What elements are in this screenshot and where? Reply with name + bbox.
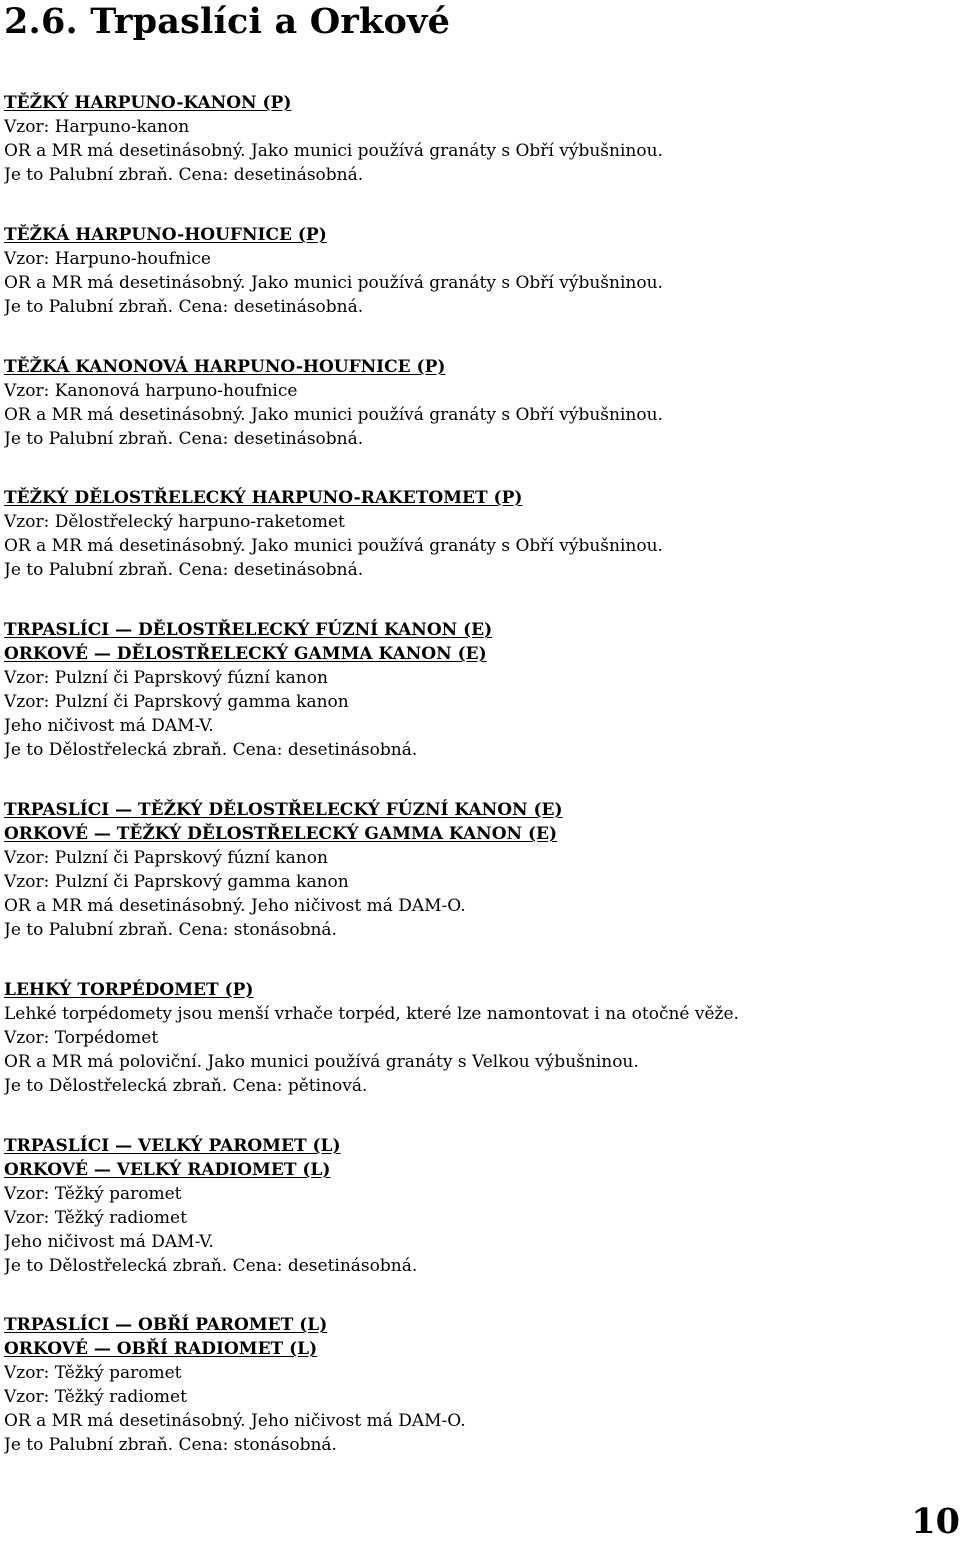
weapon-detail-line: Vzor: Těžký radiomet: [4, 1387, 187, 1407]
weapon-entry: [4, 978, 954, 1098]
weapon-detail-line: Je to Palubní zbraň. Cena: stonásobná.: [4, 1435, 337, 1455]
weapon-detail-line: OR a MR má desetinásobný. Jako munici používá granáty s Obří výbušninou.: [4, 405, 663, 425]
weapon-detail-line: Vzor: Pulzní či Paprskový gamma kanon: [4, 872, 349, 892]
weapon-heading: TRPASLÍCI — VELKÝ PAROMET (L): [4, 1136, 341, 1156]
weapon-detail-line: Vzor: Kanonová harpuno-houfnice: [4, 381, 298, 401]
weapon-entry: [4, 355, 954, 451]
weapon-detail-line: OR a MR má desetinásobný. Jeho ničivost má DAM-O.: [4, 1411, 466, 1431]
weapon-entry: [4, 798, 954, 942]
weapon-heading: ORKOVÉ — OBŘÍ RADIOMET (L): [4, 1339, 318, 1359]
weapon-detail-line: Vzor: Těžký paromet: [4, 1363, 182, 1383]
weapon-detail-line: OR a MR má desetinásobný. Jako munici používá granáty s Obří výbušninou.: [4, 536, 663, 556]
weapon-detail-line: Je to Palubní zbraň. Cena: desetinásobná.: [4, 297, 364, 317]
page-number: 10: [911, 1501, 960, 1542]
weapon-entry: [4, 1313, 954, 1457]
weapon-detail-line: Vzor: Pulzní či Paprskový fúzní kanon: [4, 848, 328, 868]
weapon-detail-line: Je to Palubní zbraň. Cena: desetinásobná.: [4, 429, 364, 449]
weapon-detail-line: Je to Palubní zbraň. Cena: desetinásobná.: [4, 165, 364, 185]
weapon-detail-line: Vzor: Harpuno-houfnice: [4, 249, 211, 269]
weapon-heading: TĚŽKÁ HARPUNO-HOUFNICE (P): [4, 225, 327, 245]
weapon-detail-line: Vzor: Harpuno-kanon: [4, 117, 190, 137]
weapon-entry: [4, 91, 954, 187]
weapon-entry: [4, 618, 954, 762]
weapon-detail-line: OR a MR má poloviční. Jako munici používá granáty s Velkou výbušninou.: [4, 1052, 639, 1072]
weapon-entry: [4, 1134, 954, 1278]
weapon-detail-line: OR a MR má desetinásobný. Jako munici používá granáty s Obří výbušninou.: [4, 273, 663, 293]
weapon-heading: ORKOVÉ — DĚLOSTŘELECKÝ GAMMA KANON (E): [4, 644, 487, 664]
weapon-detail-line: Je to Palubní zbraň. Cena: stonásobná.: [4, 920, 337, 940]
weapon-detail-line: Je to Palubní zbraň. Cena: desetinásobná.: [4, 560, 364, 580]
weapon-heading: LEHKÝ TORPÉDOMET (P): [4, 980, 254, 1000]
weapon-heading: TĚŽKÁ KANONOVÁ HARPUNO-HOUFNICE (P): [4, 357, 446, 377]
weapon-detail-line: Je to Dělostřelecká zbraň. Cena: desetinásobná.: [4, 740, 418, 760]
weapon-detail-line: Vzor: Pulzní či Paprskový fúzní kanon: [4, 668, 328, 688]
weapon-heading: TRPASLÍCI — DĚLOSTŘELECKÝ FÚZNÍ KANON (E): [4, 620, 493, 640]
weapon-heading: ORKOVÉ — VELKÝ RADIOMET (L): [4, 1160, 331, 1180]
weapon-detail-line: Vzor: Pulzní či Paprskový gamma kanon: [4, 692, 349, 712]
page-title: 2.6. Trpaslíci a Orkové: [4, 1, 451, 42]
weapon-detail-line: Vzor: Torpédomet: [4, 1028, 159, 1048]
weapon-detail-line: OR a MR má desetinásobný. Jako munici používá granáty s Obří výbušninou.: [4, 141, 663, 161]
weapon-detail-line: Vzor: Těžký paromet: [4, 1184, 182, 1204]
weapon-heading: ORKOVÉ — TĚŽKÝ DĚLOSTŘELECKÝ GAMMA KANON (E): [4, 824, 558, 844]
weapon-detail-line: Je to Dělostřelecká zbraň. Cena: pětinová.: [4, 1076, 368, 1096]
weapon-detail-line: Vzor: Dělostřelecký harpuno-raketomet: [4, 512, 345, 532]
weapon-entry: [4, 486, 954, 582]
weapon-heading: TRPASLÍCI — TĚŽKÝ DĚLOSTŘELECKÝ FÚZNÍ KANON (E): [4, 800, 563, 820]
weapon-detail-line: Lehké torpédomety jsou menší vrhače torpéd, které lze namontovat i na otočné věže.: [4, 1004, 739, 1024]
weapon-detail-line: Vzor: Těžký radiomet: [4, 1208, 187, 1228]
weapon-detail-line: Jeho ničivost má DAM-V.: [4, 716, 214, 736]
weapon-detail-line: Je to Dělostřelecká zbraň. Cena: desetinásobná.: [4, 1256, 418, 1276]
weapon-heading: TRPASLÍCI — OBŘÍ PAROMET (L): [4, 1315, 328, 1335]
weapon-detail-line: Jeho ničivost má DAM-V.: [4, 1232, 214, 1252]
weapon-heading: TĚŽKÝ DĚLOSTŘELECKÝ HARPUNO-RAKETOMET (P): [4, 488, 523, 508]
weapon-entry: [4, 223, 954, 319]
weapon-detail-line: OR a MR má desetinásobný. Jeho ničivost má DAM-O.: [4, 896, 466, 916]
weapon-heading: TĚŽKÝ HARPUNO-KANON (P): [4, 93, 292, 113]
